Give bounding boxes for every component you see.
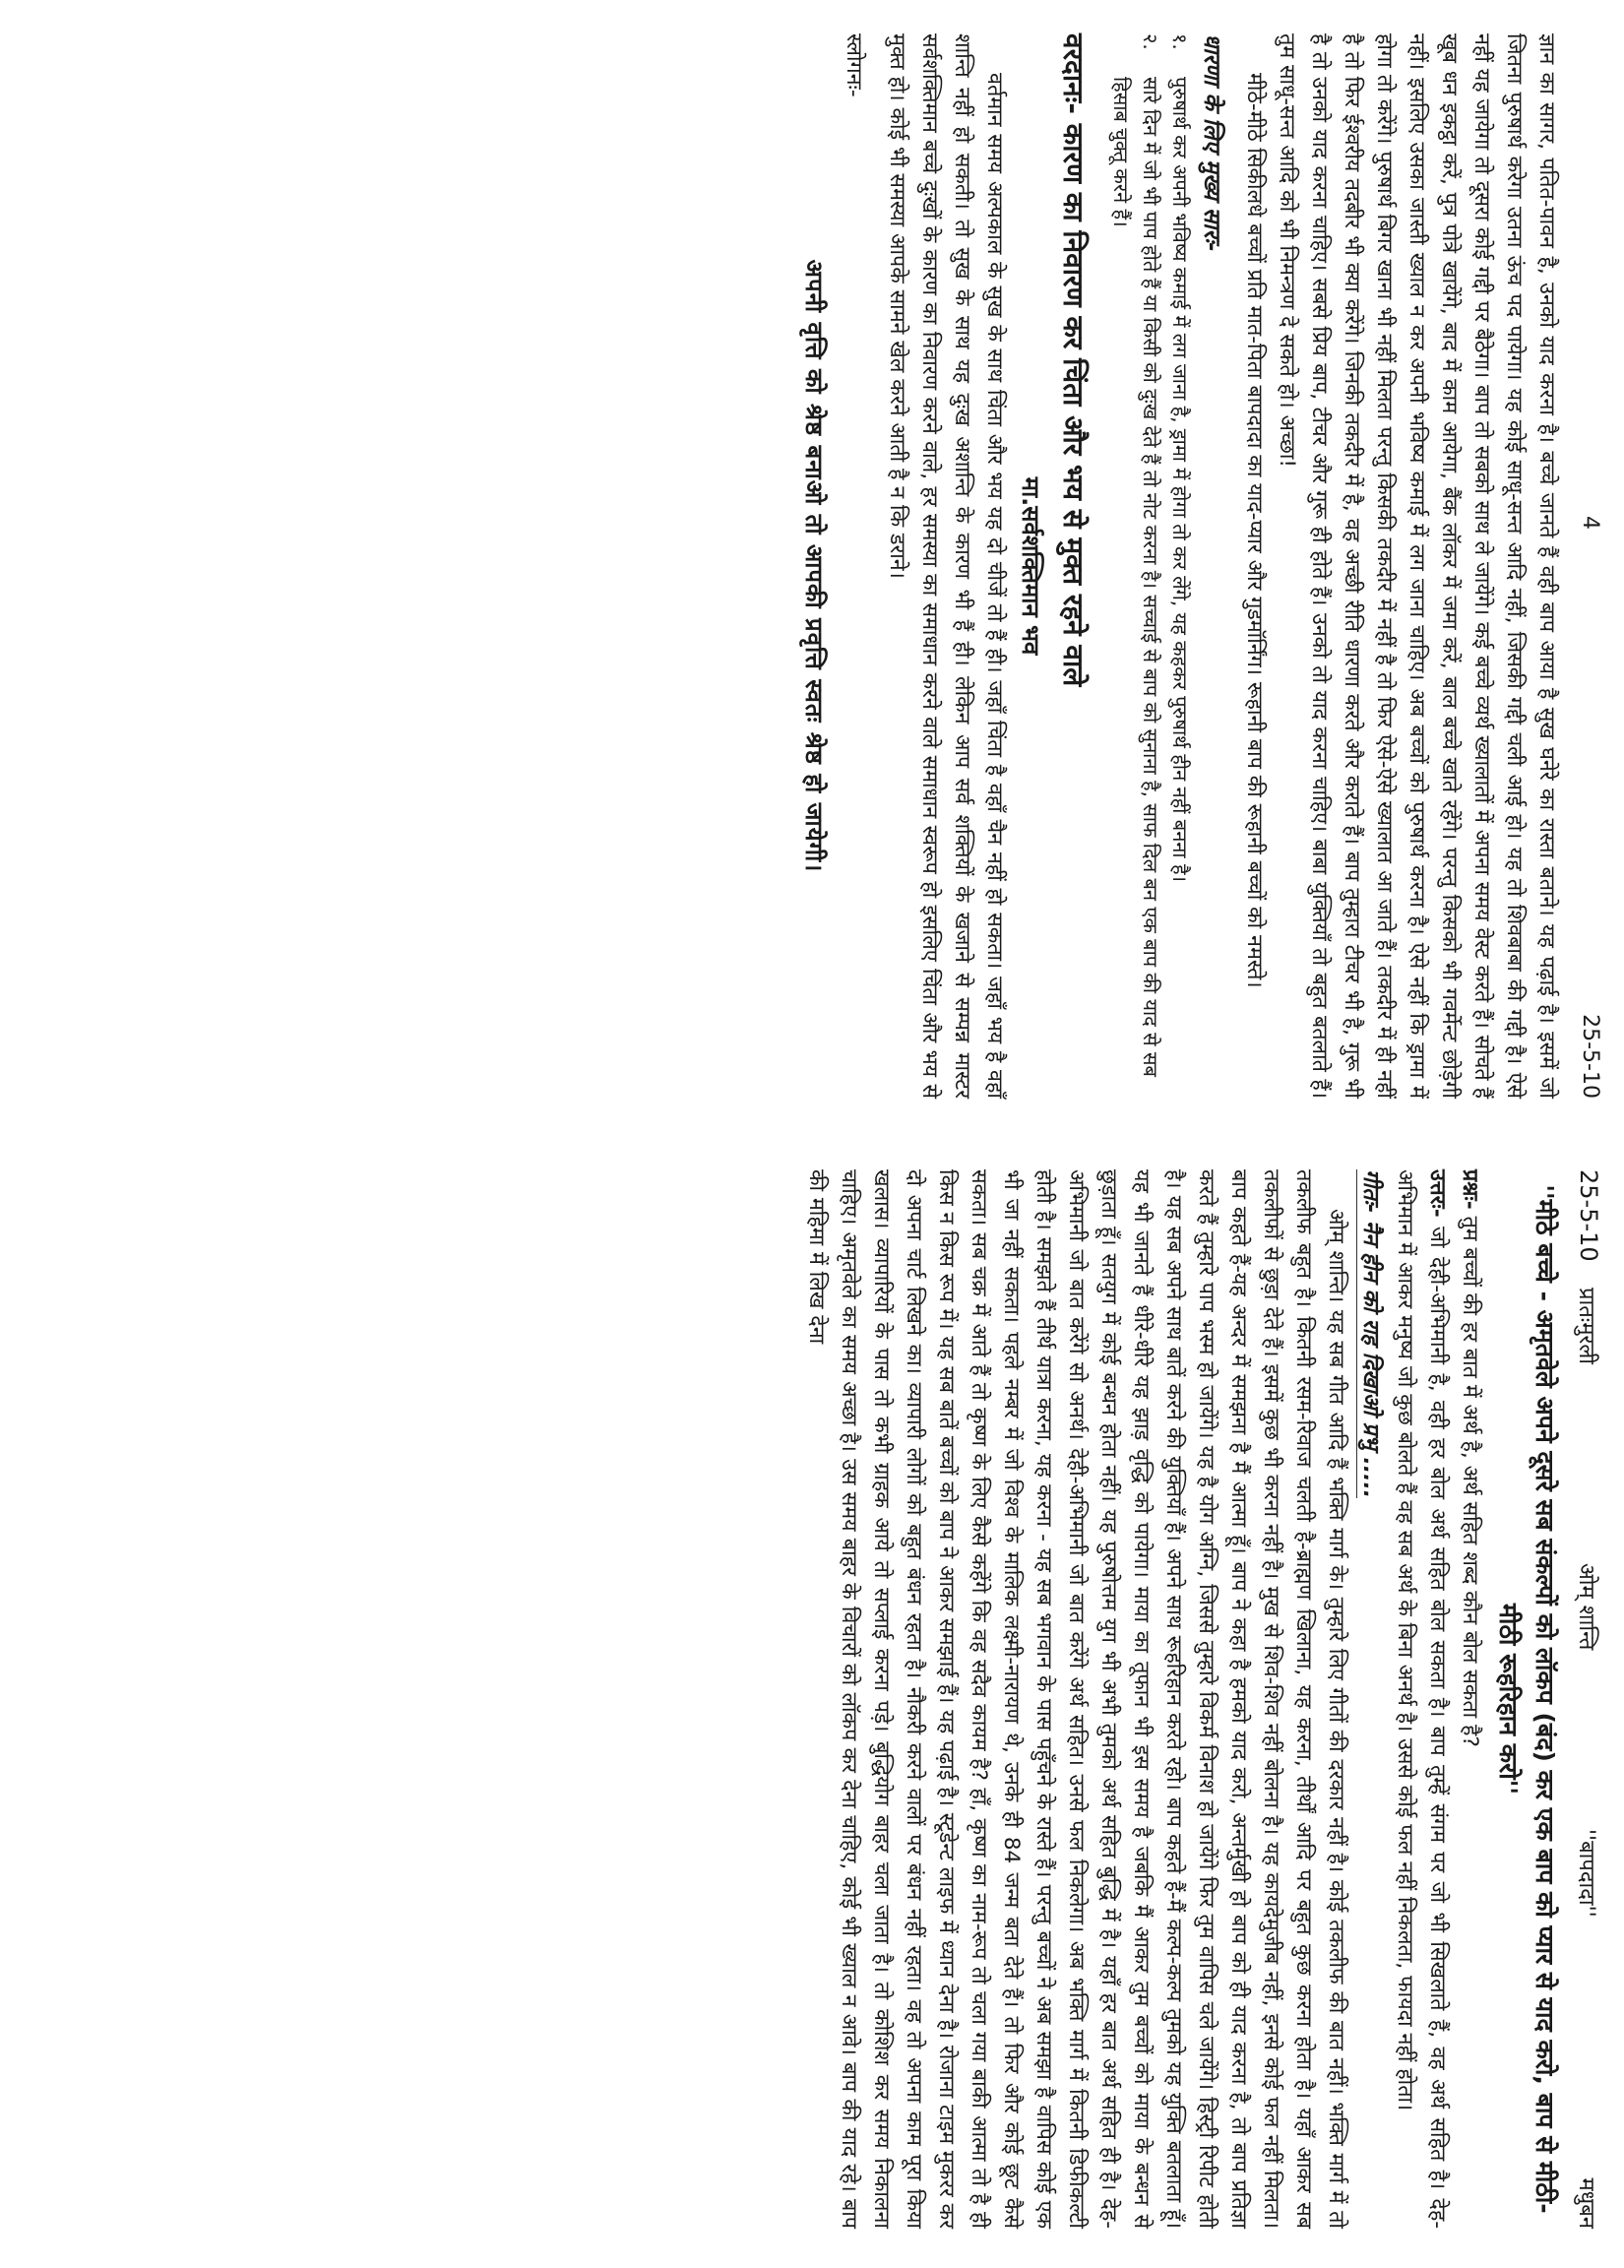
blessing-title: कारण का निवारण कर चिंता और भय से मुक्त रहने वाले [1057, 123, 1090, 687]
answer-label: उत्तरः- [1425, 1169, 1450, 1218]
slogan-label: स्लोगनः- [842, 33, 866, 97]
blessing-heading [1053, 33, 1093, 1099]
date-left: 25-5-10 [1578, 1014, 1602, 1099]
page-number: 4 [1578, 516, 1602, 530]
dharna-list [1106, 33, 1195, 1099]
right-header [1563, 1169, 1606, 2229]
murli-type: प्रातःमुरली [1574, 1288, 1598, 1364]
blessing-subtitle: मा.सर्वशक्तिमान भव [1017, 476, 1044, 656]
left-paragraph-1: ज्ञान का सागर, पतित-पावन है, उनको याद करना है। बच्चे जानते हैं वही बाप आया है सुख घनेरे का रास्ता बताने। यह पढ़ाई है। इसमें जो जितना पुरुषार्थ करेगा उतना ऊंच पद पायेगा। यह कोई साधू-सन्त आदि नहीं, जिसकी गद्दी चली आई हो। यह तो शिवबाबा की गद्दी है। ऐसे नहीं यह जायेगा तो दूसरा कोई गद्दी पर बैठेगा। बाप तो सबको साथ ले जायेंगे। कई बच्चे व्यर्थ ख्यालातों में अपना समय वेस्ट करते हैं। सोचते हैं खूब धन इकट्ठा करें, पुत्र पोत्रे खायेंगे, बाद में काम आयेगा, बैंक लॉकर में जमा करें, बाल बच्चे खाते रहेंगे। परन्तु किसको भी गवर्मेन्ट छोड़ेगी नहीं। इसलिए उसका जास्ती ख्याल न कर अपनी भविष्य कमाई में लग जाना चाहिए। अब बच्चों को पुरुषार्थ करना है। ऐसे नहीं कि ड्रामा में होगा तो करेंगे। पुरुषार्थ बिगर खाना भी नहीं मिलता परन्तु किसकी तकदीर में नहीं है तो फिर ऐसे-ऐसे ख्यालात आ जाते हैं। तकदीर में ही नहीं है तो फिर ईश्वरीय तदबीर भी क्या करेंगे। जिनकी तकदीर में है, वह अच्छी रीति धारणा करते और कराते हैं। बाप तुम्हारा टीचर भी है, गुरू भी है तो उनको याद करना चाहिए। सबसे प्रिय बाप, टीचर और गुरू ही होते हैं। उनको तो याद करना चाहिए। बाबा युक्तियाँ तो बहुत बतलाते हैं। तुम साधू-सन्त आदि को भी निमन्त्रण दे सकते हो। अच्छा! [1275, 33, 1559, 1099]
answer [1389, 1169, 1454, 2229]
left-header [1563, 33, 1606, 1099]
dharna-heading: धारणा के लिए मुख्य सारः- [1199, 33, 1224, 252]
question-text: तुम बच्चों की हर बात में अर्थ है, अर्थ सहित शब्द कौन बोल सकता है? [1458, 1216, 1482, 1747]
left-paragraph-2: मीठे-मीठे सिकीलधे बच्चों प्रति मात-पिता बापदादा का याद-प्यार और गुडमॉर्निंग। रूहानी बाप की रूहानी बच्चों को नमस्ते। [1242, 73, 1267, 988]
blessing-text: वर्तमान समय अल्पकाल के सुख के साथ चिंता और भय यह दो चीजें तो हैं ही। जहाँ चिंता है वहाँ चैन नहीं हो सकता। जहाँ भय है वहाँ शान्ति नहीं हो सकती। तो सुख के साथ यह दुःख अशान्ति के कारण भी हैं ही। लेकिन आप सर्व शक्तियों के खजाने से सम्पन्न मास्टर सर्वशक्तिमान बच्चे दुःखों के कारण का निवारण करने वाले, हर समस्या का समाधान करने वाले समाधान स्वरूप हो इसलिए चिंता और भय से मुक्त हो। कोई भी समस्या आपके सामने खेल करने आती है न कि डराने। [885, 33, 1007, 1099]
dharna-point-text: पुरुषार्थ कर अपनी भविष्य कमाई में लग जाना है, ड्रामा में होगा तो कर लेंगे, यह कहकर पुरुषार्थ हीन नहीं बनना है। [1168, 77, 1192, 883]
answer-text: जो देही-अभिमानी है, वही हर बोल अर्थ सहित बोल सकता है। बाप तुम्हें संगम पर जो भी सिखलाते हैं, वह अर्थ सहित है। देह-अभिमान में आकर मनुष्य जो कुछ बोलते हैं वह सब अर्थ के बिना अनर्थ है। उससे कोई फल नहीं निकलता, फायदा नहीं होता। [1393, 1169, 1450, 2229]
dharna-point-number: १. [1168, 33, 1192, 50]
om-shanti-header: ओम् शान्ति [1574, 1563, 1598, 1651]
song [1356, 1169, 1387, 1498]
blessing-label: वरदानः- [1057, 33, 1090, 114]
slogan-text: अपनी वृत्ति को श्रेष्ठ बनाओ तो आपकी प्रवृत्ति स्वतः श्रेष्ठ हो जायेगी। [800, 259, 828, 873]
question-label: प्रश्नः- [1458, 1169, 1482, 1210]
dharna-point-text: सारे दिन में जो भी पाप होते हैं या किसी को दुःख देते हैं तो नोट करना है। सच्चाई से बाप को सुनाना है, साफ दिल बन एक बाप की याद से सब हिसाब चुक्तू करने हैं। [1109, 77, 1162, 1077]
right-paragraph: ओम् शान्ति। यह सब गीत आदि हैं भक्ति मार्ग के। तुम्हारे लिए गीतों की दरकार नहीं है। कोई तकलीफ की बात नहीं। भक्ति मार्ग में तो तकलीफ बहुत है। कितनी रसम-रिवाज चलती है-ब्राह्मण खिलाना, यह करना, तीर्थों आदि पर बहुत कुछ करना होता है। यहाँ आकर सब तकलीफों से छुड़ा देते हैं। इसमें कुछ भी करना नहीं है। मुख से शिव-शिव नहीं बोलना है। यह कायदेमुजीब नहीं, इनसे कोई फल नहीं मिलता। बाप कहते हैं-यह अन्दर में समझना है मैं आत्मा हूँ। बाप ने कहा है हमको याद करो, अन्तर्मुखी हो बाप को ही याद करना है, तो बाप प्रतिज्ञा करते हैं तुम्हारे पाप भस्म हो जायेंगे। यह है योग अग्नि, जिससे तुम्हारे विकर्म विनाश हो जायेंगे फिर तुम वापिस चले जायेंगे। हिस्ट्री रिपीट होती है। यह सब अपने साथ बातें करने की युक्तियाँ हैं। अपने साथ रूहरिहान करते रहो। बाप कहते हैं-मैं कल्प-कल्प तुमको यह युक्ति बतलाता हूँ। यह भी जानते हैं धीरे-धीरे यह झाड़ वृद्धि को पायेगा। माया का तूफान भी इस समय है जबकि मैं आकर तुम बच्चों को माया के बन्धन से छुड़ाता हूँ। सतयुग में कोई बन्धन होता नहीं। यह पुरुषोत्तम युग भी अभी तुमको अर्थ सहित बुद्धि में है। यहाँ हर बात अर्थ सहित ही है। देह-अभिमानी जो बात करेंगे सो अनर्थ। देही-अभिमानी जो बात करेंगे अर्थ सहित। उनसे फल निकलेगा। अब भक्ति मार्ग में कितनी डिफीकल्टी होती है। समझते हैं तीर्थ यात्रा करना, यह करना - यह सब भगवान के पास पहुँचने के रास्ते हैं। परन्तु बच्चों ने अब समझा है वापिस कोई एक भी जा नहीं सकता। पहले नम्बर में जो विश्व के मालिक लक्ष्मी-नारायण थे, उनके ही 84 जन्म बता देते हैं। तो फिर और कोई छूट कैसे सकता। सब चक्र में आते हैं तो कृष्ण के लिए कैसे कहेंगे कि वह सदैव कायम है? हाँ, कृष्ण का नाम-रूप तो चला गया बाकी आत्मा तो है ही किस न किस रूप में। यह सब बातें बच्चों को बाप ने आकर समझाई हैं। यह पढ़ाई है। स्टूडेन्ट लाइफ में ध्यान देना है। रोजाना टाइम मुकरर कर दो अपना चार्ट लिखने का। व्यापारी लोगों को बहुत बंधन रहता है। नौकरी करने वालों पर बंधन नहीं रहता। वह तो अपना काम पूरा किया खलास। व्यापारियों के पास तो कभी ग्राहक आये तो सप्लाई करना पड़े। बुद्धियोग बाहर चला जाता है। तो कोशिश कर समय निकालना चाहिए। अमृतवेले का समय अच्छा है। उस समय बाहर के विचारों को लॉकप कर देना चाहिए, कोई भी ख्याल न आवे। बाप की याद रहे। बाप की महिमा में लिख देना [804, 1169, 1348, 2229]
dharna-point [1106, 33, 1165, 1099]
question [1454, 1169, 1486, 2229]
song-text: नैन हीन को राह दिखाओ प्रभु ..... [1358, 1220, 1383, 1499]
dharna-point [1165, 33, 1195, 1099]
place-header: मधुबन [1574, 2177, 1598, 2229]
baapdada-header: ''बापदादा'' [1574, 1829, 1598, 1918]
song-label: गीतः- [1358, 1169, 1383, 1214]
dharna-point-number: २. [1139, 33, 1162, 50]
murli-title: ''मीठे बच्चे - अमृतवेले अपने दूसरे सब संकल्पों को लॉकप (बंद) कर एक बाप को प्यार से याद करो, बाप से मीठी-मीठी रूहरिहान करो'' [1494, 1184, 1559, 2214]
right-page [0, 1134, 1624, 2268]
date-right: 25-5-10 [1575, 1169, 1602, 1262]
